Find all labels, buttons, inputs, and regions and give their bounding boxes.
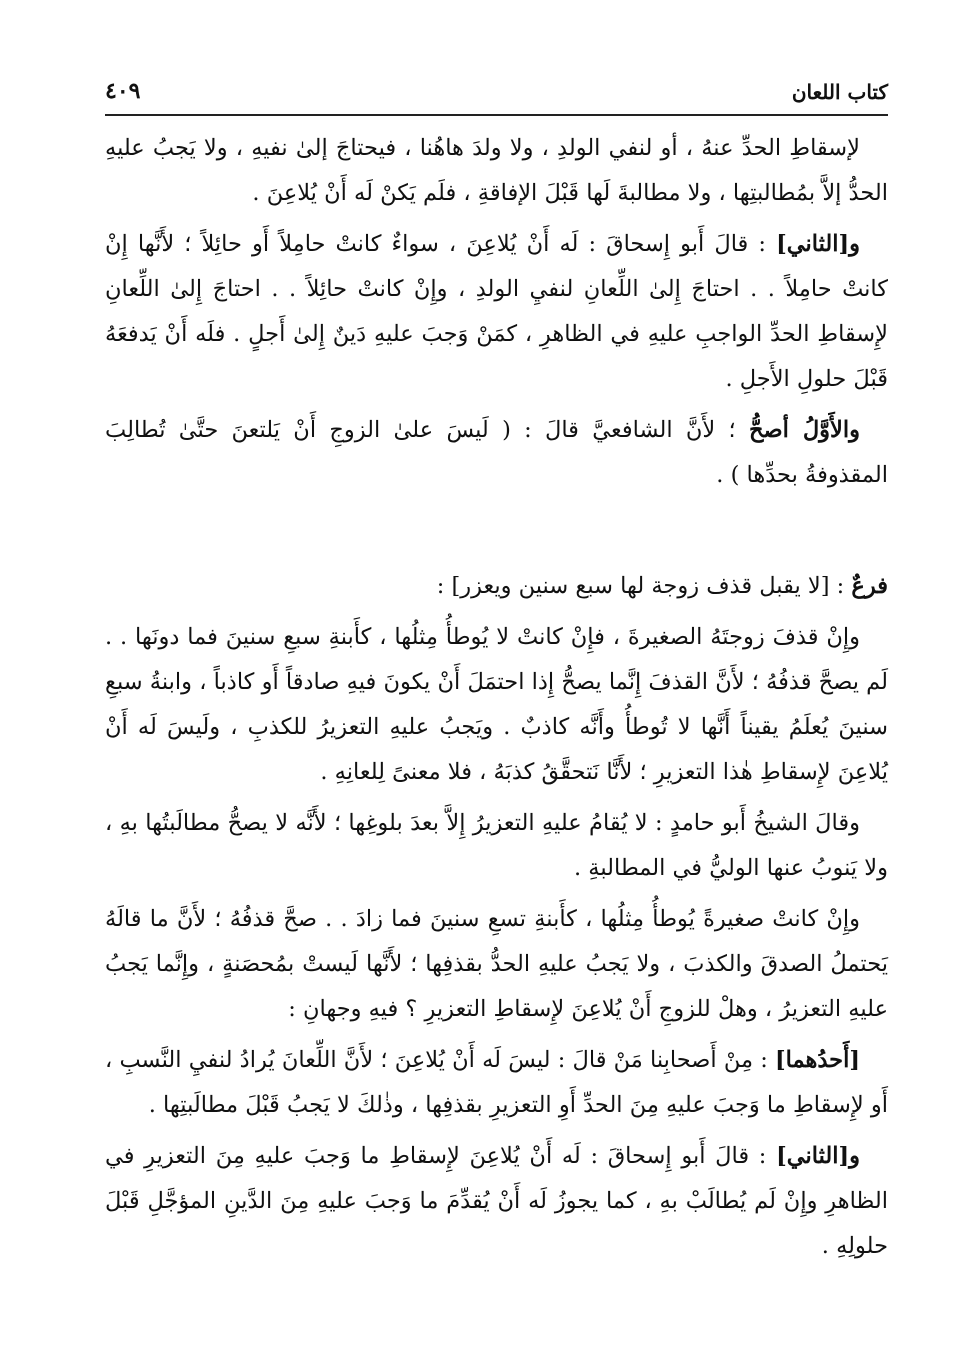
paragraph-text: : مِنْ أَصحابِنا مَنْ قالَ : ليسَ لَه أَنْ يُلاعِنَ ؛ لأَنَّ اللِّعانَ يُرادُ لنفيِ النَّسبِ ، أَو لإِسقاطِ ما وَجبَ عليهِ مِنَ الحدِّ أَوِ التعزيرِ بقذفِها ، وذٰلكَ لا يَجبُ قَبْلَ مطالَبتِها . (105, 1047, 888, 1118)
paragraph-text: لإسقاطِ الحدِّ عنهُ ، أو لنفي الولدِ ، ولا ولدَ هاهُنا ، فيحتاجَ إلىٰ نفيهِ ، ولا يَجبُ عليهِ الحدُّ إلاَّ بمُطالبتِها ، ولا مطالبةَ لَها قَبْلَ الإفاقةِ ، فلَم يَكنْ لَه أَنْ يُلاعِنَ . (105, 135, 888, 206)
paragraph-text: ؛ لأَنَّ الشافعيَّ قالَ : ( لَيسَ علىٰ الزوجِ أَنْ يَلتعنَ حتَّىٰ تُطالِبَ المقذوفةُ بحدِّها ) . (105, 417, 888, 488)
paragraph (105, 1134, 888, 1269)
paragraph-text: وقالَ الشيخُ أَبو حامدٍ : لا يُقامُ عليهِ التعزيرُ إِلاَّ بعدَ بلوغِها ؛ لأَنَّه لا يصحُّ مطالَبتُها بهِ ، ولا يَنوبُ عنها الوليُّ في المطالبةِ . (105, 810, 888, 881)
paragraph (105, 222, 888, 402)
paragraph-text: : قالَ أَبو إِسحاقَ : لَه أَنْ يُلاعِنَ لإِسقاطِ ما وَجبَ عليهِ مِنَ التعزيرِ في الظاهرِ وإِنْ لَم يُطالَبْ بهِ ، كما يجوزُ لَه أَنْ يُقدِّمَ ما وَجبَ عليهِ مِنَ الدَّينِ المؤجَّلِ قَبْلَ حلولِهِ . (105, 1143, 888, 1259)
running-header (105, 78, 888, 116)
paragraph-lead: والأَوَّلُ أصحُّ (748, 417, 860, 443)
paragraph-lead: و[الثاني] (776, 1143, 860, 1169)
heading-lead: فرعٌ (851, 573, 888, 599)
paragraph-text: : قالَ أَبو إِسحاقَ : لَه أَنْ يُلاعِنَ ، سواءٌ كانتْ حامِلاً أَو حائِلاً ؛ لأَنَّها إِنْ كانتْ حامِلاً . . احتاجَ إِلىٰ اللِّعانِ لنفيِ الولدِ ، وإِنْ كانتْ حائِلاً . . احتاجَ إِلىٰ اللِّعانِ لإِسقاطِ الحدِّ الواجبِ عليهِ في الظاهرِ ، كمَنْ وَجبَ عليهِ دَينٌ إِلىٰ أَجلٍ . فلَه أَنْ يَدفعَهُ قَبْلَ حلولِ الأَجلِ . (105, 231, 888, 392)
paragraph (105, 897, 888, 1032)
paragraph-text: وإِنْ كانتْ صغيرةً يُوطأُ مِثلُها ، كأَبنةِ تسعِ سنينَ فما زادَ . . صحَّ قذفُهُ ؛ لأَنَّ ما قالَهُ يَحتملُ الصدقَ والكذبَ ، ولا يَجبُ عليهِ الحدُّ بقذفِها ؛ لأَنَّها لَيستْ بمُحصَنةٍ ، وإِنَّما يَجبُ عليهِ التعزيرُ ، وهلْ للزوجِ أَنْ يُلاعِنَ لإِسقاطِ التعزيرِ ؟ فيهِ وجهانِ : (105, 906, 888, 1022)
section-gap (105, 504, 888, 564)
heading-text: : [لا يقبل قذف زوجة لها سبع سنين ويعزر] : (436, 573, 852, 599)
paragraph-text: وإِنْ قذفَ زوجتَهُ الصغيرةَ ، فإِنْ كانتْ لا يُوطأُ مِثلُها ، كأَبنةِ سبعِ سنينَ فما دونَها . . لَم يصحَّ قذفُهُ ؛ لأَنَّ القذفَ إِنَّما يصحُّ إِذا احتمَلَ أَنْ يكونَ فيهِ صادقاً أَو كاذباً ، وابنةُ سبعِ سنينَ يُعلَمُ يقيناً أَنَّها لا تُوطأُ وأَنَّه كاذبٌ . ويَجبُ عليهِ التعزيرُ للكذبِ ، ولَيسَ لَه أَنْ يُلاعِنَ لإِسقاطِ هٰذا التعزيرِ ؛ لأَنَّا نَتحقَّقُ كذبَهُ ، فلا معنىً لِلعانِهِ . (105, 624, 888, 785)
paragraph-lead: و[الثاني] (776, 231, 860, 257)
book-title: كتاب اللعان (791, 80, 888, 104)
section-heading (105, 564, 888, 609)
paragraph (105, 801, 888, 891)
paragraph-lead: [أَحدُهما] (775, 1047, 860, 1073)
page-number: ٤٠٩ (105, 78, 141, 104)
paragraph (105, 408, 888, 498)
book-page (105, 78, 888, 1330)
paragraph (105, 126, 888, 216)
paragraph (105, 615, 888, 795)
paragraph (105, 1038, 888, 1128)
page-body (105, 126, 888, 1269)
